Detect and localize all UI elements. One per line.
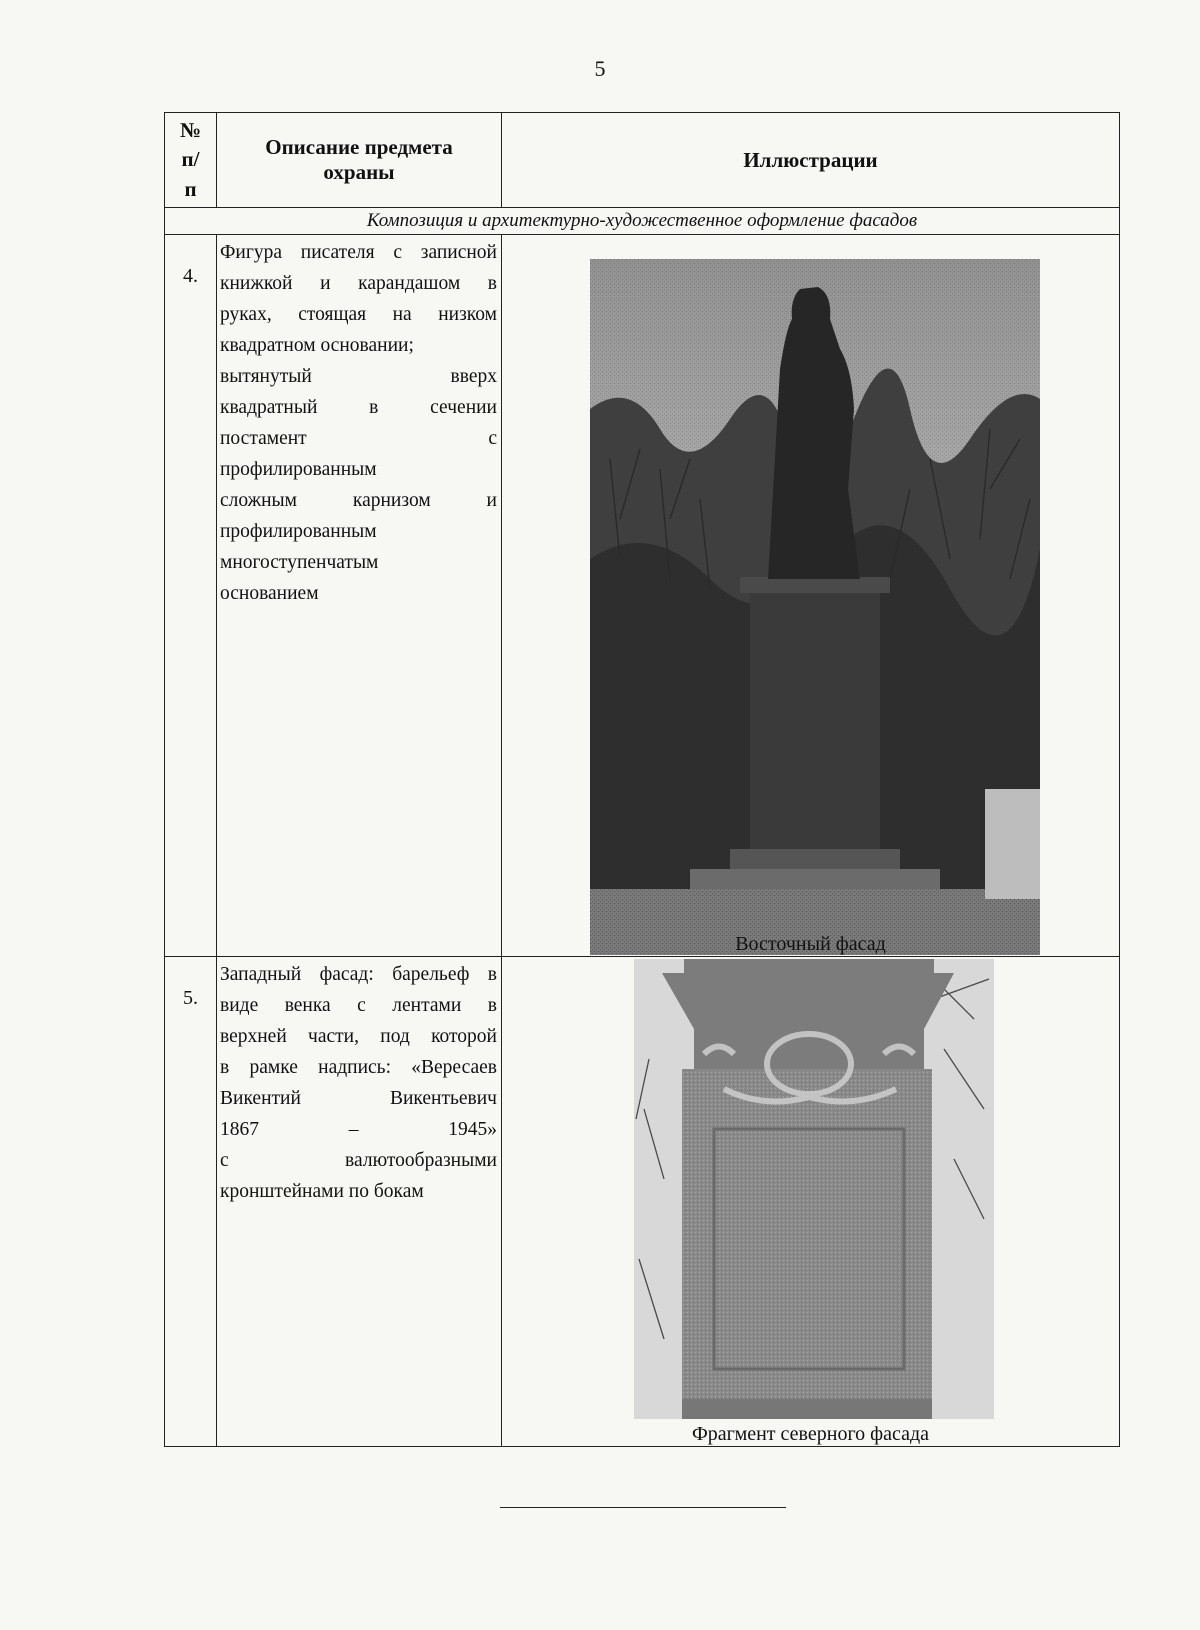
description-line: постамент с [220,428,497,449]
header-description [217,113,502,208]
description-line: Фигура писателя с записной [220,242,497,263]
description-line: профилированным [220,459,377,480]
description-line: квадратном основании; [220,335,414,356]
header-num-line3: п [184,176,197,201]
monument-north-facade-fragment-photo [634,959,994,1419]
row-description [217,957,502,1447]
protection-table [164,112,1120,1447]
description-line: книжкой и карандашом в [220,273,497,294]
header-illustrations: Иллюстрации [502,113,1120,208]
header-num [165,113,217,208]
description-line: Викентий Викентьевич [220,1088,497,1109]
description-line: профилированным [220,521,377,542]
header-description-line2: охраны [323,160,395,184]
description-line: в рамке надпись: «Вересаев [220,1057,497,1078]
description-line: руках, стоящая на низком [220,304,497,325]
header-num-line1: № [179,117,202,142]
header-description-line1: Описание предмета [265,135,453,159]
description-line: виде венка с лентами в [220,995,497,1016]
description-line: верхней части, под которой [220,1026,497,1047]
row-number: 5. [165,957,217,1447]
illustration-cell [502,235,1120,957]
photo-caption: Восточный фасад [735,933,886,955]
description-line: Западный фасад: барельеф в [220,964,497,985]
page-number: 5 [594,56,606,81]
row-description [217,235,502,957]
description-line: 1867 – 1945» [220,1119,497,1140]
description-line: квадратный в сечении [220,397,497,418]
monument-east-facade-photo [590,259,1040,955]
description-line: сложным карнизом и [220,490,497,511]
table-row [165,957,1120,1447]
table-row [165,235,1120,957]
description-line: кронштейнами по бокам [220,1181,424,1202]
description-line: многоступенчатым [220,552,379,573]
section-row [165,208,1120,235]
photo-caption: Фрагмент северного фасада [691,1423,930,1445]
header-num-line2: п/ [181,147,200,172]
illustration-cell [502,957,1120,1447]
header-row [165,113,1120,208]
row-number: 4. [165,235,217,957]
description-line: вытянутый вверх [220,366,497,387]
bottom-rule [500,1507,786,1508]
section-title: Композиция и архитектурно-художественное оформление фасадов [165,208,1120,235]
description-line: основанием [220,583,319,604]
description-line: с валютообразными [220,1150,497,1171]
